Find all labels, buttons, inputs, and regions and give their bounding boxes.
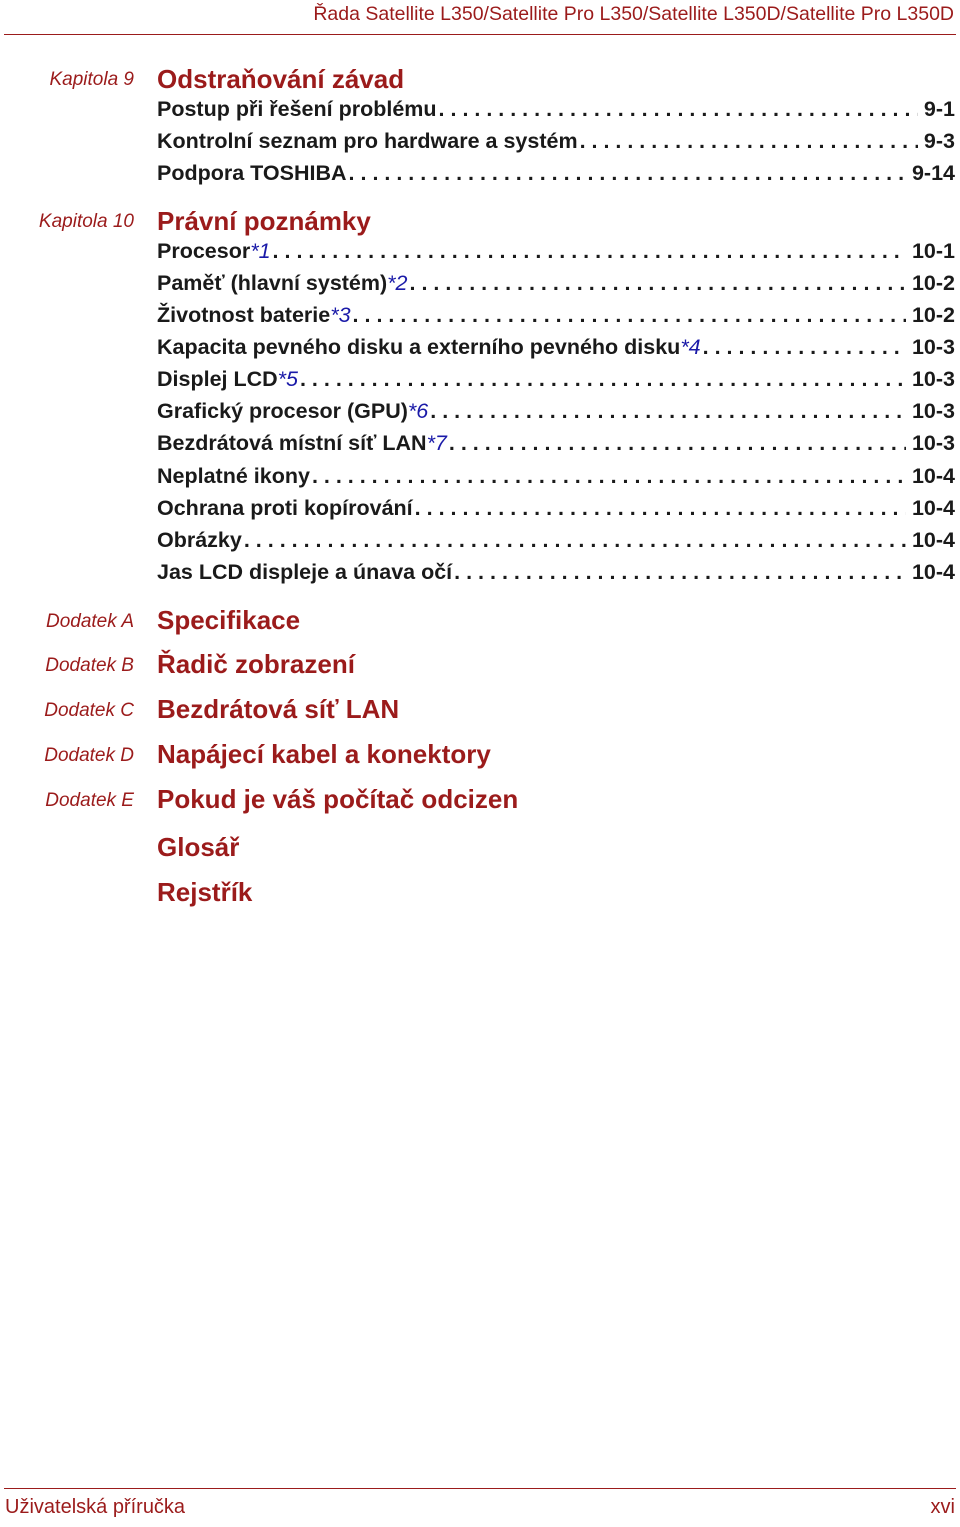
toc-entry-page: 10-1 <box>911 239 955 263</box>
appendix-b-title[interactable]: Řadič zobrazení <box>157 649 355 679</box>
toc-entry-text: Kapacita pevného disku a externího pevného disku <box>157 335 681 359</box>
toc-entry-page: 10-4 <box>911 496 955 520</box>
dot-leader <box>273 239 906 264</box>
toc-entry-text: Neplatné ikony <box>157 464 310 488</box>
index-title[interactable]: Rejstřík <box>157 877 253 907</box>
chapter-9-label: Kapitola 9 <box>49 69 134 90</box>
toc-entry-page: 10-2 <box>911 271 955 295</box>
toc-entry[interactable] <box>157 161 955 191</box>
footnote-ref: *2 <box>387 271 408 295</box>
footer-manual-title: Uživatelská příručka <box>5 1496 186 1518</box>
dot-leader <box>439 97 918 122</box>
toc-entry[interactable] <box>157 560 955 590</box>
header-rule <box>4 34 956 35</box>
toc-entry-text: Procesor <box>157 239 251 263</box>
dot-leader <box>300 367 906 392</box>
appendix-d-label: Dodatek D <box>44 745 134 766</box>
toc-entry[interactable] <box>157 399 955 429</box>
toc-entry[interactable] <box>157 271 955 301</box>
glossary-title[interactable]: Glosář <box>157 832 240 862</box>
dot-leader <box>349 161 906 186</box>
toc-entry[interactable] <box>157 367 955 397</box>
toc-entry[interactable] <box>157 335 955 365</box>
toc-entry-text: Postup při řešení problému <box>157 97 437 121</box>
toc-entry-page: 10-3 <box>911 399 955 423</box>
toc-entry[interactable] <box>157 303 955 333</box>
footnote-ref: *3 <box>330 303 351 327</box>
toc-entry[interactable] <box>157 528 955 558</box>
toc-entry-text: Ochrana proti kopírování <box>157 496 413 520</box>
toc-entry-text: Podpora TOSHIBA <box>157 161 347 185</box>
page-footer <box>0 1488 960 1527</box>
toc-entry-page: 10-3 <box>911 335 955 359</box>
appendix-e-label: Dodatek E <box>45 790 134 811</box>
toc-entry-text: Paměť (hlavní systém) <box>157 271 388 295</box>
dot-leader <box>353 303 906 328</box>
toc-entry-page: 9-3 <box>923 129 955 153</box>
toc-entry[interactable] <box>157 129 955 159</box>
toc-entry-page: 10-4 <box>911 560 955 584</box>
footnote-ref: *7 <box>426 431 447 455</box>
toc-entry[interactable] <box>157 496 955 526</box>
toc-entry-page: 10-4 <box>911 464 955 488</box>
toc-entry-text: Kontrolní seznam pro hardware a systém <box>157 129 578 153</box>
footnote-ref: *5 <box>277 367 298 391</box>
dot-leader <box>312 464 906 489</box>
chapter-10-label: Kapitola 10 <box>38 211 134 232</box>
toc-entry-text: Grafický procesor (GPU) <box>157 399 408 423</box>
footnote-ref: *1 <box>250 239 271 263</box>
dot-leader <box>415 496 906 521</box>
toc-entry-text: Bezdrátová místní síť LAN <box>157 431 427 455</box>
appendix-d-title[interactable]: Napájecí kabel a konektory <box>157 739 491 769</box>
page-header <box>0 0 956 36</box>
appendix-b-label: Dodatek B <box>45 655 134 676</box>
footnote-ref: *6 <box>407 399 429 423</box>
dot-leader <box>703 335 906 360</box>
toc-entry-text: Obrázky <box>157 528 242 552</box>
toc-entry-page: 10-4 <box>911 528 955 552</box>
appendix-e-title[interactable]: Pokud je váš počítač odcizen <box>157 784 519 814</box>
toc-entry[interactable] <box>157 431 955 461</box>
toc-entry-page: 9-1 <box>923 97 955 121</box>
dot-leader <box>430 399 906 424</box>
appendix-a-label: Dodatek A <box>45 611 134 632</box>
chapter-9-title[interactable]: Odstraňování závad <box>157 64 405 94</box>
header-title: Řada Satellite L350/Satellite Pro L350/Satellite L350D/Satellite Pro L350D <box>313 3 954 25</box>
toc-entry-page: 10-3 <box>911 367 955 391</box>
footnote-ref: *4 <box>680 335 701 359</box>
toc-entry[interactable] <box>157 97 955 127</box>
toc-entry-text: Displej LCD <box>157 367 278 391</box>
toc-entry-text: Jas LCD displeje a únava očí <box>157 560 453 584</box>
toc-entry-page: 10-2 <box>911 303 955 327</box>
toc-entry-page: 10-3 <box>911 431 955 455</box>
toc-entry[interactable] <box>157 464 955 494</box>
toc-entry-text: Životnost baterie <box>157 303 331 327</box>
dot-leader <box>410 271 906 296</box>
chapter-10-title[interactable]: Právní poznámky <box>157 206 371 236</box>
dot-leader <box>454 560 906 585</box>
dot-leader <box>244 528 906 553</box>
appendix-c-title[interactable]: Bezdrátová síť LAN <box>157 694 400 724</box>
footer-rule <box>4 1488 956 1489</box>
dot-leader <box>449 431 906 456</box>
appendix-c-label: Dodatek C <box>44 700 134 721</box>
page-number: xvi <box>930 1496 955 1518</box>
appendix-a-title[interactable]: Specifikace <box>157 605 301 635</box>
toc-entry-page: 9-14 <box>911 161 955 185</box>
dot-leader <box>580 129 918 154</box>
toc-entry[interactable] <box>157 239 955 269</box>
